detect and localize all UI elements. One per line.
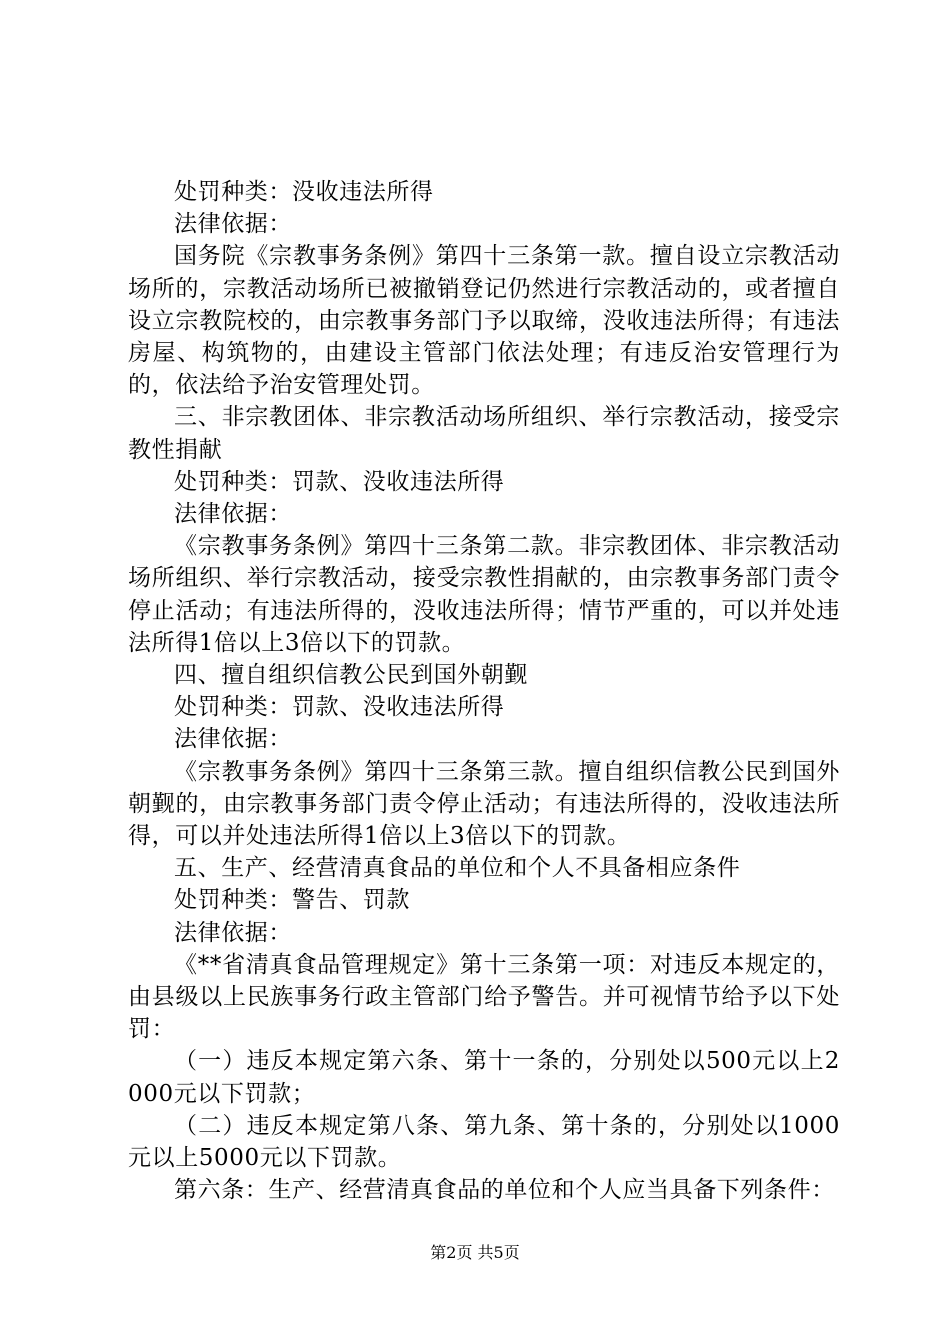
- paragraph-penalty-type-2: 处罚种类：罚款、没收违法所得: [174, 468, 505, 495]
- paragraph-penalty-type-3: 处罚种类：罚款、没收违法所得: [174, 694, 505, 721]
- document-body: [128, 176, 840, 1207]
- paragraph-legal-basis-2: 法律依据：: [174, 501, 292, 528]
- section-heading-5: 五、生产、经营清真食品的单位和个人不具备相应条件: [174, 855, 741, 882]
- paragraph-article-43-2: 《宗教事务条例》第四十三条第二款。非宗教团体、非宗教活动场所组织、举行宗教活动，接受宗教性捐献的，由宗教事务部门责令停止活动；有违法所得的，没收违法所得；情节严重的，可以并处违法所得1倍以上3倍以下的罚款。: [128, 533, 840, 656]
- page-number: 第2页 共5页: [430, 1243, 520, 1262]
- paragraph-item-1: （一）违反本规定第六条、第十一条的，分别处以500元以上2000元以下罚款；: [128, 1048, 840, 1107]
- paragraph-item-2: （二）违反本规定第八条、第九条、第十条的，分别处以1000元以上5000元以下罚款。: [128, 1112, 840, 1172]
- paragraph-legal-basis-1: 法律依据：: [174, 211, 292, 238]
- paragraph-article-43-3: 《宗教事务条例》第四十三条第三款。擅自组织信教公民到国外朝觐的，由宗教事务部门责令停止活动；有违法所得的，没收违法所得，可以并处违法所得1倍以上3倍以下的罚款。: [128, 758, 840, 850]
- paragraph-halal-regulation-13: 《**省清真食品管理规定》第十三条第一项：对违反本规定的，由县级以上民族事务行政主管部门给予警告。并可视情节给予以下处罚：: [128, 951, 840, 1043]
- paragraph-legal-basis-4: 法律依据：: [174, 919, 292, 946]
- paragraph-penalty-type-1: 处罚种类：没收违法所得: [174, 179, 434, 205]
- section-heading-3: 三、非宗教团体、非宗教活动场所组织、举行宗教活动，接受宗教性捐献: [128, 404, 840, 463]
- section-heading-4: 四、擅自组织信教公民到国外朝觐: [174, 662, 528, 689]
- paragraph-article-6: 第六条：生产、经营清真食品的单位和个人应当具备下列条件：: [174, 1177, 835, 1204]
- paragraph-article-43-1: 国务院《宗教事务条例》第四十三条第一款。擅自设立宗教活动场所的，宗教活动场所已被撤销登记仍然进行宗教活动的，或者擅自设立宗教院校的，由宗教事务部门予以取缔，没收违法所得；有违法房屋、构筑物的，由建设主管部门依法处理；有违反治安管理行为的，依法给予治安管理处罚。: [128, 243, 840, 399]
- paragraph-legal-basis-3: 法律依据：: [174, 726, 292, 753]
- paragraph-penalty-type-4: 处罚种类：警告、罚款: [174, 887, 410, 914]
